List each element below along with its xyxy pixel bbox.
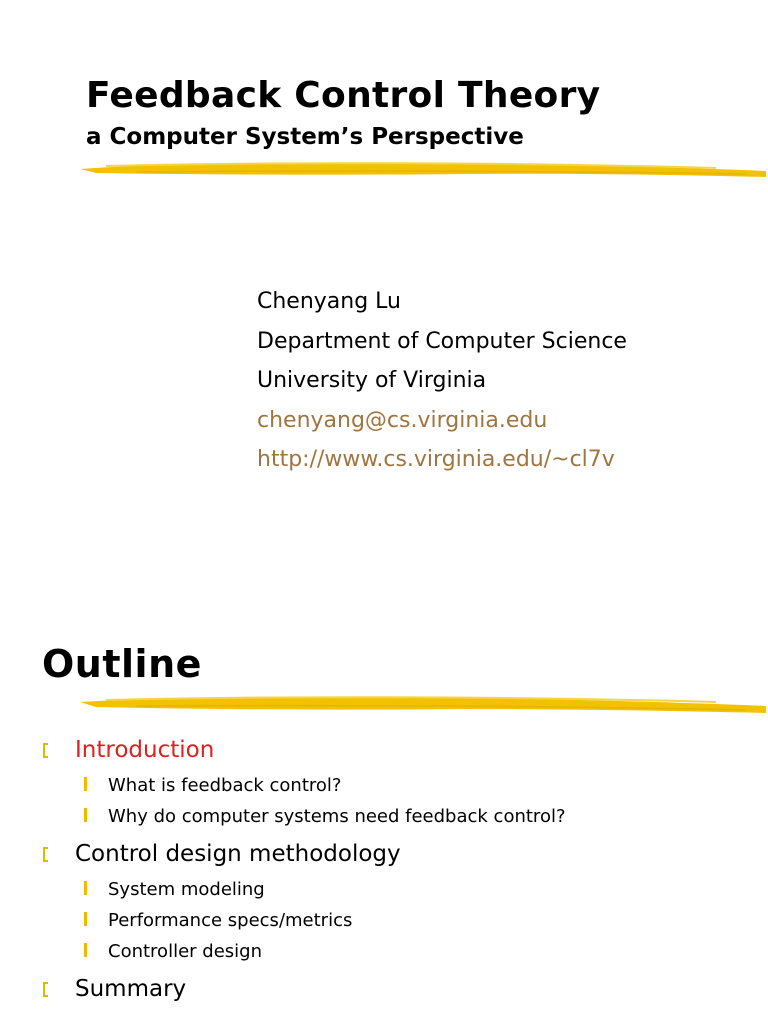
- outline-item-label: Introduction: [75, 737, 215, 763]
- outline-subitem: [75, 874, 566, 905]
- bar-bullet-icon: [84, 777, 87, 791]
- bracket-bullet-icon: [43, 847, 48, 862]
- outline-item-introduction: [42, 734, 566, 832]
- outline-subitem-label: Why do computer systems need feedback control?: [108, 806, 566, 827]
- slide-subtitle: a Computer System’s Perspective: [86, 124, 524, 150]
- bar-bullet-icon: [84, 912, 87, 926]
- bracket-bullet-icon: [43, 982, 48, 997]
- author-email-link[interactable]: chenyang@cs.virginia.edu: [257, 407, 548, 433]
- author-info: [257, 282, 627, 480]
- outline-sublist: [75, 874, 566, 967]
- bar-bullet-icon: [84, 808, 87, 822]
- outline-list: [42, 734, 566, 1005]
- bar-bullet-icon: [84, 881, 87, 895]
- bar-bullet-icon: [84, 943, 87, 957]
- outline-item-label: Summary: [75, 976, 187, 1002]
- author-university: University of Virginia: [257, 368, 487, 393]
- outline-subitem: [75, 770, 566, 801]
- outline-subitem-label: Controller design: [108, 941, 262, 962]
- outline-title: Outline: [42, 642, 202, 686]
- outline-underline-brushstroke: [76, 690, 768, 720]
- outline-sublist: [75, 770, 566, 832]
- author-name: Chenyang Lu: [257, 289, 401, 314]
- outline-slide: [0, 610, 768, 1024]
- outline-subitem-label: System modeling: [108, 879, 265, 900]
- outline-item-label: Control design methodology: [75, 841, 401, 867]
- outline-subitem: [75, 936, 566, 967]
- title-underline-brushstroke: [76, 154, 768, 184]
- outline-item-control-design: [42, 838, 566, 967]
- outline-subitem: [75, 801, 566, 832]
- author-homepage-link[interactable]: http://www.cs.virginia.edu/~cl7v: [257, 447, 615, 472]
- outline-subitem: [75, 905, 566, 936]
- outline-subitem-label: What is feedback control?: [108, 775, 342, 796]
- outline-item-summary: [42, 973, 566, 1005]
- author-department: Department of Computer Science: [257, 328, 627, 354]
- slide-title: Feedback Control Theory: [86, 75, 601, 116]
- bracket-bullet-icon: [43, 743, 48, 758]
- outline-subitem-label: Performance specs/metrics: [108, 910, 353, 931]
